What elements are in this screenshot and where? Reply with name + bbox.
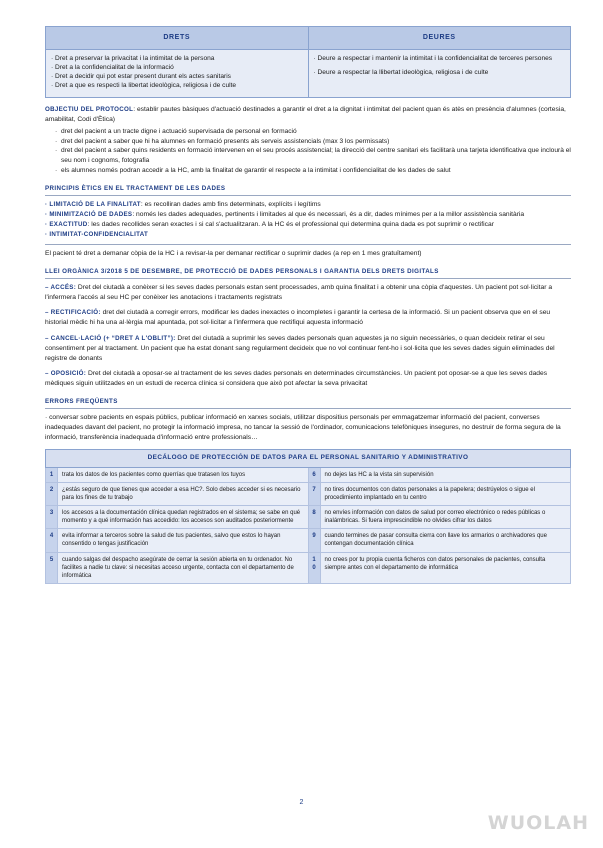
section-heading: PRINCIPIS ÈTICS EN EL TRACTAMENT DE LES DADES: [45, 185, 226, 193]
section-heading: LLEI ORGÀNICA 3/2018 5 DE DESEMBRE, DE PROTECCIÓ DE DADES PERSONALS I GARANTIA DELS DRETS DIGITALS: [45, 268, 439, 276]
llei-lead: – RECTIFICACIÓ:: [45, 309, 101, 317]
decalogo-number: 3: [46, 506, 58, 529]
dret-item: · Dret a que es respecti la libertat ideològica, religiosa i de culte: [51, 81, 237, 89]
llei-section: [45, 268, 571, 388]
list-item: · dret del pacient a saber quins residents en formació intervenen en el seu procés assistencial; la direcció del centre sanitari els facilitarà una tarjeta identificativa que inclourà el seu nom i cognoms, fotografia: [55, 146, 571, 166]
decalogo-number: 9: [308, 529, 320, 552]
drets-cell: [46, 50, 309, 98]
objectiu-text: : establir pautes bàsiques d'actuació destinades a garantir el dret a la dignitat i intimitat del pacient quan és atès en presència d'alumnes (cortesia, amabilitat, Codi d'Ètica): [45, 105, 566, 123]
principi-text: : les dades recollides seran exactes i si cal s'actualitzaran. A la HC és el professional qui determina quina dada es pot suprimir o rectificar: [87, 221, 494, 229]
watermark-logo: WUOLAH: [487, 812, 589, 834]
divider: [45, 244, 571, 245]
decalogo-rule: evita informar a terceros sobre la salud de tus pacientes, salvo que estos lo hayan consentido o tengas justificación: [58, 529, 309, 552]
principis-section: [45, 185, 571, 259]
principi-text: : es recolliran dades amb fins determinats, explícits i legítims: [140, 201, 321, 209]
objectiu-paragraph: [45, 105, 571, 125]
decalogo-number: 1: [46, 467, 58, 482]
dret-item: · Dret a preservar la privacitat i la intimitat de la persona: [51, 55, 215, 62]
llei-item: [45, 283, 571, 303]
llei-item: [45, 308, 571, 328]
deures-header: DEURES: [308, 27, 571, 50]
llei-lead: – ACCÉS:: [45, 284, 77, 292]
decalogo-number: 6: [308, 467, 320, 482]
llei-text: dret del ciutadà a corregir errors, modificar les dades inexactes o incompletes i garantir la certesa de la informació. Si un pacient observa que en el seu historial mèdic hi ha una al·lèrgia mal apuntada, pot sol·licitar a l'infermera que rectifiqui aquesta informació: [45, 309, 551, 327]
principi-lead: · INTIMITAT-CONFIDENCIALITAT: [45, 231, 149, 239]
page-number: 2: [299, 799, 304, 806]
decalogo-rule: no dejes las HC a la vista sin supervisión: [320, 467, 571, 482]
principis-closing: El pacient té dret a demanar còpia de la HC i a revisar-la per demanar rectificar o suprimir dades (a rep en 1 mes gratuïtament): [45, 250, 422, 258]
section-heading: ERRORS FREQÜENTS: [45, 397, 118, 405]
principi-lead: · EXACTITUD: [45, 221, 88, 229]
decalogo-number: 8: [308, 506, 320, 529]
deures-cell: [308, 50, 571, 98]
list-item: · els alumnes només podran accedir a la HC, amb la finalitat de garantir el respecte a la intimitat i confidencialitat de les dades de salut: [55, 166, 571, 176]
decalogo-table: [45, 449, 571, 584]
deure-item: · Deure a respectar i mantenir la intimitat i la confidencialitat de terceres persones: [313, 55, 553, 62]
decalogo-rule: trata los datos de los pacientes como querrías que tratasen los tuyos: [58, 467, 309, 482]
llei-text: Dret del ciutadà a suprimir les seves dades personals quan aquestes ja no siguin necessàries, o quan decideix retirar el seu consentiment per al tractament. Un pacient que ha estat donant sang regularment decideix que no vol continuar fent-ho i sol·licita que les seves dades siguin eliminades del registre de donants: [45, 334, 555, 362]
llei-lead: – CANCEL·LACIÓ (+ “DRET A L'OBLIT”):: [45, 334, 176, 342]
principi-item: [45, 210, 571, 220]
errors-text: · conversar sobre pacients en espais públics, publicar informació en xarxes socials, utilitzar dispositius personals per emmagatzemar informació del pacient, converses inadequades davant del pacient, no protegir la informació impresa, no tancar la sessió de l'ordinador, comunicacions telefòniques insegures, no destruir de forma segura de la informació, transferència inadequada d'informació entre professionals…: [45, 413, 561, 441]
decalogo-rule: los accesos a la documentación clínica quedan registrados en el sistema; se sabe en qué momento y a qué información has accedido: los accesos son auditados posteriormente: [58, 506, 309, 529]
table-row: [46, 529, 571, 552]
decalogo-number: 1 0: [308, 552, 320, 583]
llei-lead: – OPOSICIÓ:: [45, 369, 87, 377]
list-item: · dret del pacient a saber que hi ha alumnes en formació presents als serveis assistencials (max 3 los permissats): [55, 137, 571, 147]
divider: [45, 408, 571, 409]
principi-item: [45, 230, 571, 240]
principi-lead: · LIMITACIÓ DE LA FINALITAT: [45, 201, 141, 209]
decalogo-rule: no envíes información con datos de salud por correo electrónico o redes públicas o inalámbricas. Si fuera imprescindible no olvides cifrar los datos: [320, 506, 571, 529]
decalogo-rule: cuando salgas del despacho asegúrate de cerrar la sesión abierta en tu ordenador. No facilites a nadie tu clave: si necesitas acceso urgente, contacta con el departamento de informática: [58, 552, 309, 583]
decalogo-rule: cuando termines de pasar consulta cierra con llave los armarios o archivadores que contengan documentación clínica: [320, 529, 571, 552]
objectiu-list: [55, 127, 571, 176]
principi-item: [45, 200, 571, 210]
deure-item: · Deure a respectar la llibertat ideològica, religiosa i de culte: [313, 68, 489, 76]
decalogo-number: 5: [46, 552, 58, 583]
llei-item: [45, 369, 571, 389]
principi-text: : només les dades adequades, pertinents i limitades al que és necessari, és a dir, dades mínimes per a la millor assistència sanitària: [132, 211, 525, 219]
decalogo-number: 2: [46, 483, 58, 506]
divider: [45, 278, 571, 279]
rights-duties-table: [45, 26, 571, 98]
decalogo-rule: ¿estás seguro de que tienes que acceder a esa HC?. Solo debes acceder si es necesario para los fines de tu trabajo: [58, 483, 309, 506]
objectiu-lead: OBJECTIU DEL PROTOCOL: [45, 105, 134, 113]
table-row: [46, 483, 571, 506]
llei-item: [45, 334, 571, 364]
decalogo-rule: no crees por tu propia cuenta ficheros con datos personales de pacientes, consulta siempre antes con el departamento de informática: [320, 552, 571, 583]
decalogo-number: 7: [308, 483, 320, 506]
llei-text: Dret del ciutadà a conèixer si les seves dades personals estan sent processades, amb quina finalitat i a obtenir una còpia d'aquestes. Un pacient pot sol·licitar a l'infermera l'accés al seu HC per conèixer les anotacions i tractaments registrats: [45, 284, 553, 302]
table-row: [46, 506, 571, 529]
llei-text: Dret del ciutadà a oposar-se al tractament de les seves dades personals en determinades circumstàncies. Un pacient pot oposar-se a que les seves dades mèdiques siguin utilitzades en un estudi de recerca clínica si considera que això pot afectar la seva privacitat: [45, 369, 548, 387]
list-item: · dret del pacient a un tracte digne i actuació supervisada de personal en formació: [55, 127, 571, 137]
decalogo-rule: no tires documentos con datos personales a la papelera; destrúyelos o sigue el procedimiento implantado en tu centro: [320, 483, 571, 506]
drets-header: DRETS: [46, 27, 309, 50]
principi-item: [45, 220, 571, 230]
decalogo-body: [46, 467, 571, 583]
dret-item: · Dret a la confidencialitat de la informació: [51, 63, 174, 71]
table-row: [46, 552, 571, 583]
dret-item: · Dret a decidir qui pot estar present durant els actes sanitaris: [51, 72, 231, 80]
decalogo-number: 4: [46, 529, 58, 552]
decalogo-title: DECÁLOGO DE PROTECCIÓN DE DATOS PARA EL PERSONAL SANITARIO Y ADMINISTRATIVO: [46, 449, 571, 467]
page-content: [45, 26, 571, 584]
table-row: [46, 467, 571, 482]
divider: [45, 195, 571, 196]
objectiu-section: [45, 105, 571, 177]
principi-lead: · MINIMITZACIÓ DE DADES: [45, 211, 133, 219]
errors-section: [45, 398, 571, 443]
